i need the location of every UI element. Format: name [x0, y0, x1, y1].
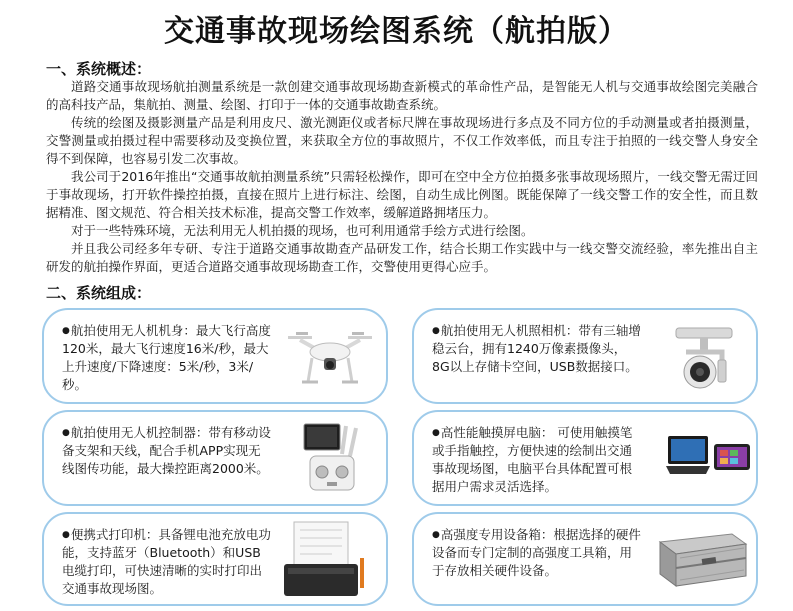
component-text: ● 高性能触摸屏电脑： 可使用触摸笔或手指触控，方便快速的绘制出交通事故现场图，电脑平台具体配置可根据用户需求灵活选择。 — [432, 424, 642, 496]
component-card-drone — [42, 308, 388, 404]
component-card-case — [412, 512, 758, 606]
overview-paragraph-2: 传统的绘图及摄影测量产品是利用皮尺、激光测距仪或者标尺牌在事故现场进行多点及不同方位的手动测量或者拍摄测量，交警测量或拍摄过程中需要移动及变换位置，来获取全方位的事故照片，不仅工作效率低，而且专注于拍照的一线交警人身安全得不到保障，也容易引发二次事故。 — [46, 115, 758, 166]
component-text: ● 便携式打印机：具备锂电池充放电功能，支持蓝牙（Bluetooth）和USB电缆打印，可快速清晰的实时打印出交通事故现场图。 — [62, 526, 272, 598]
equipment-case-icon — [654, 528, 750, 592]
remote-controller-icon — [294, 420, 374, 500]
overview-paragraph-3: 我公司于2016年推出“交通事故航拍测量系统”只需轻松操作，即可在空中全方位拍摄多张事故现场照片，一线交警无需迂回于事故现场，打开软件操控拍摄，直接在照片上进行标注、绘图，自动生成比例图。既能保障了一线交警工作的安全性，而且数据精准、图文规范、符合相关技术标准，提高交警工作效率，缓解道路拥堵压力。 — [46, 169, 758, 220]
component-text: ● 航拍使用无人机机身：最大飞行高度120米，最大飞行速度16米/秒，最大上升速度/下降速度：5米/秒，3米/秒。 — [62, 322, 272, 394]
component-text: ● 高强度专用设备箱：根据选择的硬件设备而专门定制的高强度工具箱，用于存放相关硬件设备。 — [432, 526, 642, 580]
overview-heading: 一、系统概述： — [46, 60, 152, 78]
component-card-computer — [412, 410, 758, 506]
component-text: ● 航拍使用无人机照相机：带有三轴增稳云台，拥有1240万像素摄像头，8G以上存储卡空间，USB数据接口。 — [432, 322, 642, 376]
composition-heading: 二、系统组成： — [46, 284, 152, 302]
overview-paragraph-4: 对于一些特殊环境，无法利用无人机拍摄的现场，也可利用通常手绘方式进行绘图。 — [71, 223, 534, 238]
page-title: 交通事故现场绘图系统（航拍版） — [164, 14, 629, 49]
drone-icon — [282, 322, 378, 392]
component-card-controller — [42, 410, 388, 506]
component-card-printer — [42, 512, 388, 606]
component-text: ● 航拍使用无人机控制器：带有移动设备支架和天线，配合手机APP实现无线图传功能，最大操控距离2000米。 — [62, 424, 272, 478]
gimbal-camera-icon — [666, 324, 742, 396]
portable-printer-icon — [280, 520, 366, 600]
overview-paragraph-5: 并且我公司经多年专研、专注于道路交通事故勘查产品研发工作，结合长期工作实践中与一线交警交流经验，率先推出自主研发的航拍操作界面，更适合道路交通事故现场勘查工作，交警使用更得心应手。 — [46, 241, 758, 274]
tablet-computer-icon — [666, 430, 752, 486]
component-card-camera — [412, 308, 758, 404]
overview-paragraph-1: 道路交通事故现场航拍测量系统是一款创建交通事故现场勘查新模式的革命性产品，是智能无人机与交通事故绘图完美融合的高科技产品，集航拍、测量、绘图、打印于一体的交通事故勘查系统。 — [46, 79, 758, 112]
